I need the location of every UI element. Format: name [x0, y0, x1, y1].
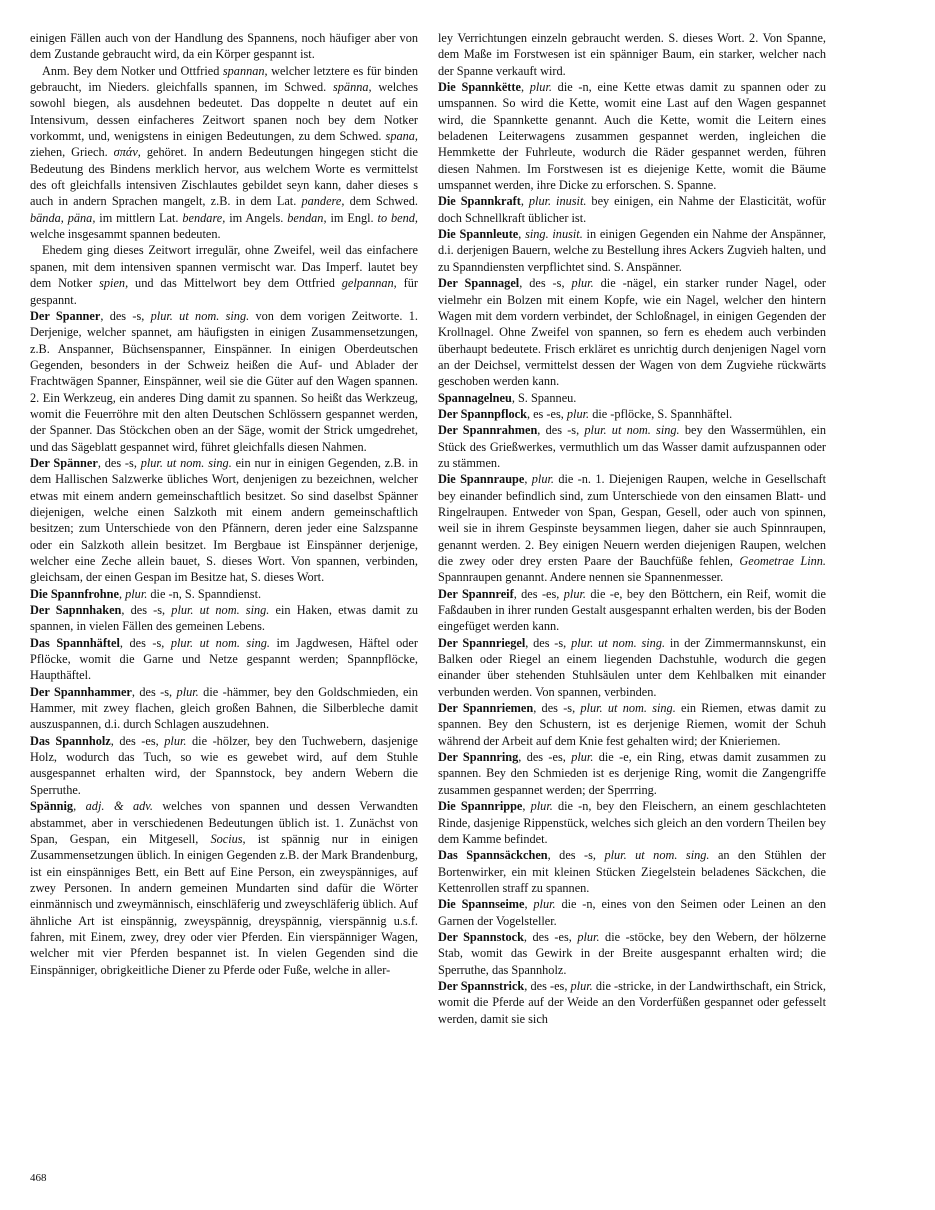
italic-text: plur.	[530, 799, 553, 814]
italic-text: spänna,	[332, 80, 372, 95]
paragraph	[438, 847, 826, 896]
text: die -hämmer, bey den Goldschmieden, ein Hammer, mit zwey flachen, gleich großen Bahnen, die Silberbleche damit auszuspannen, d.i. durch Schlagen auszudehnen.	[30, 684, 418, 732]
italic-text: to bend,	[377, 210, 418, 225]
headword: Der Spannhammer	[30, 684, 132, 699]
text: , des -es,	[513, 586, 564, 601]
paragraph	[438, 798, 826, 847]
text: und das Mittelwort bey dem Ottfried	[128, 276, 342, 291]
headword: Die Spannseime	[438, 897, 525, 912]
paragraph	[438, 406, 826, 422]
text: , des -s,	[519, 276, 572, 291]
text: ist spännig nur in einigen Zusammensetzungen üblich. In einigen Gegenden z.B. der Mark Brandenburg, ist ein einspänniges Bett, ein Bett auf Eine Person, ein zweyspänniges, auf zwey Personen. In andern gemeinen Mundarten sind dafür die Wörter einmännisch und zweymännisch, einschläferig und zweyschläferig üblich. Auf ähnliche Art ist einspännig, zweyspännig, dreyspännig, vierspännig u.s.f. fahren, mit Einem, zwey, drey oder vier Pferden. Ein vierspänniger Wagen, welcher mit vier Pferden bespannet ist. In vielen Gegenden sind die Einspänniger, obrigkeitliche Diener zu Pferde oder Fuße, welche in aller-	[30, 831, 418, 977]
headword: Spännig	[30, 799, 74, 814]
text: Ehedem ging dieses Zeitwort irregulär, ohne Zweifel, weil das einfachere spanen, mit dem intensiven spannen vermischt war. Das Imperf. lautet bey dem Notker	[30, 243, 418, 291]
text: ,	[522, 799, 531, 814]
text: im Angels.	[225, 210, 288, 225]
text: ,	[524, 472, 532, 487]
italic-text: spannan,	[222, 63, 268, 78]
paragraph	[438, 226, 826, 275]
text: ein Riemen, etwas damit zu spannen. Bey den Schustern, ist es derjenige Riemen, womit der Schuh während der Arbeit auf dem Knie fest gehalten wird; der Knieriemen.	[438, 701, 827, 748]
text: , des -s,	[525, 635, 572, 650]
text: für gespannt.	[30, 276, 418, 307]
headword: Der Spannrahmen	[438, 423, 538, 438]
text: welche insgesammt spannen bedeuten.	[30, 227, 221, 242]
headword: Das Spannsäckchen	[438, 848, 548, 863]
left-column	[30, 30, 418, 978]
paragraph	[438, 586, 826, 635]
italic-text: plur.	[571, 750, 594, 765]
text: Spannraupen genannt. Andere nennen sie Spannenmesser.	[438, 570, 724, 585]
text: die -n, bey den Fleischern, an einem geschlachteten Rinde, dasjenige Rippenstück, welches sich gleich an den vordern Theilen bey dem Kamme befindet.	[438, 799, 826, 846]
paragraph	[438, 422, 826, 471]
text: , des -s,	[537, 423, 585, 438]
text: , des -es,	[518, 750, 572, 765]
text: die -e, ein Ring, etwas damit zusammen zu spannen. Bey den Schmieden ist es derjenige Ring, womit die Zangengriffe zusammen gespannet werden; der Sperrring.	[438, 750, 826, 797]
italic-text: gelpannan,	[341, 276, 397, 291]
text: die -stricke, in der Landwirthschaft, ein Strick, womit die Pferde auf der Weide an den Vorderfüßen gespannet oder gefesselt werden, damit sie sich	[438, 978, 826, 1026]
text: ,	[520, 194, 529, 209]
right-column	[438, 30, 826, 1027]
paragraph	[30, 684, 418, 733]
text: in einigen Gegenden ein Nahme der Anspänner, d.i. derjenigen Bauern, welche zu Bestellung ihres Ackers Zugvieh halten, und zu Spanndiensten verpflichtet sind. S. Anspänner.	[438, 227, 826, 274]
italic-text: plur.	[529, 80, 552, 95]
headword: Die Spannrippe	[438, 799, 523, 814]
text: gehöret. In andern Bedeutungen hingegen sticht die Bedeutung des Bindens merklich hervor, aus welchem Worte es vermittelst des oft gleichfalls intensiven Zischlautes gebildet seyn kann, daher dieses s auch in andern Sprachen mangelt, z.B. in dem Lat.	[30, 145, 418, 209]
paragraph	[438, 275, 826, 389]
headword: Die Spannraupe	[438, 472, 525, 487]
headword: Die Spannkraft	[438, 194, 521, 209]
text: ley Verrichtungen einzeln gebraucht werden. S. dieses Wort. 2. Von Spanne, dem Maße im Forstwesen ist ein spänniger Baum, ein starker, welcher nach der Spanne verkauft wird.	[438, 31, 826, 78]
italic-text: plur. ut nom. sing.	[580, 701, 676, 716]
italic-text: plur. inusit.	[528, 194, 587, 209]
italic-text: plur. ut nom. sing.	[171, 603, 270, 618]
paragraph	[438, 929, 826, 978]
headword: Das Spannholz	[30, 733, 111, 748]
italic-text: plur. ut nom. sing.	[584, 423, 680, 438]
text: , des -es,	[110, 733, 165, 748]
paragraph	[438, 193, 826, 226]
italic-text: plur. ut nom. sing.	[604, 848, 710, 863]
paragraph	[30, 586, 418, 602]
text: , S. Spanneu.	[511, 390, 577, 405]
italic-text: plur. ut nom. sing.	[140, 455, 232, 470]
headword: Die Spannkëtte	[438, 80, 521, 95]
text: , des -s,	[533, 701, 581, 716]
italic-text: plur.	[571, 276, 594, 291]
headword: Die Spannfrohne	[30, 586, 119, 601]
text: ,	[73, 799, 86, 814]
italic-text: bända, päna,	[30, 210, 96, 225]
paragraph	[438, 700, 826, 749]
text: dem Schwed.	[344, 194, 418, 209]
text: welches sowohl biegen, als ausdehnen bedeutet. Das doppelte n deutet auf ein Intensivum, dessen einfacheres Zeitwort spanen noch bey dem Notker vorkommt, und, wenigstens in einigen Bedeutungen, zu dem Schwed.	[30, 80, 418, 144]
italic-text: pandere,	[301, 194, 345, 209]
italic-text: bendare,	[182, 210, 226, 225]
headword: Der Spanner	[30, 308, 101, 323]
paragraph	[438, 79, 826, 193]
text: , es -es,	[526, 406, 567, 421]
italic-text: plur.	[563, 586, 586, 601]
text: ,	[518, 227, 526, 242]
text: die -n, eine Kette etwas damit zu spannen oder zu umspannen. So wird die Kette, womit eine Last auf den Wagen gespannet wird, die Spannkette genannt. Auch die Kette, womit die Leitern eines beladenen Leiterwagens zusammen gespannet werden, ingleichen die Hemmkette der Fuhrleute, wodurch die Räder gespannet werden, führen diesen Nahmen. Im Forstwesen ist es diejenige Kette, womit die Bäume umspannet werden, ihre Dicke zu erforschen. S. Spanne.	[438, 80, 826, 193]
paragraph	[438, 471, 826, 585]
headword: Der Sapnnhaken	[30, 603, 122, 618]
italic-text: plur.	[125, 586, 148, 601]
text: in der Zimmermannskunst, ein Balken oder Riegel an einem liegenden Dachstuhle, wodurch die gegen einander über stehenden Stuhlsäulen unter dem Kehlbalken mit einander verbunden werden. Von spannen, verbinden.	[438, 635, 826, 699]
text: einigen Fällen auch von der Handlung des Spannens, noch häufiger aber von dem Zustande gebraucht wird, da ein Körper gespannt ist.	[30, 31, 418, 62]
text: , des -s,	[121, 603, 172, 618]
italic-text: plur.	[566, 406, 590, 421]
text: , des -s,	[100, 308, 151, 323]
text: , des -s,	[547, 848, 605, 863]
paragraph	[30, 602, 418, 635]
paragraph	[30, 455, 418, 586]
text: an den Stühlen der Bortenwirker, ein mit kleinen Stücken Ziegelstein beladenes Säckchen, die Kettenrollen straff zu spannen.	[438, 848, 827, 895]
headword: Die Spannleute	[438, 227, 519, 242]
paragraph	[438, 749, 826, 798]
italic-text: plur.	[533, 897, 556, 912]
paragraph	[30, 30, 418, 63]
page-number: 468	[30, 1172, 47, 1184]
italic-text: Geometrae Linn.	[739, 554, 826, 568]
text: , des -s,	[131, 684, 177, 699]
text: ,	[520, 80, 530, 95]
text: die -stöcke, bey den Webern, der hölzerne Stab, womit das Gewirk in der Breite ausgespannt erhalten wird; die Sperruthe, das Spannholz.	[438, 929, 827, 977]
italic-text: plur.	[577, 929, 600, 944]
text: die -n. 1. Diejenigen Raupen, welche in Gesellschaft bey einander befindlich sind, zum Unterschiede von den einsamen Blatt- und Ringelraupen. Entweder von Span, Gespan, Gesell, oder auch von spinnen, weil sie in ihrem Gespinste beysammen liegen, daher sie auch Spinnraupen, genannt werden. 2. Bey einigen Neuern werden diejenigen Raupen, welchen die zwey oder drey ersten Paare der Bauchfüße fehlen,	[438, 472, 827, 568]
paragraph	[30, 635, 418, 684]
text: , des -es,	[524, 978, 571, 993]
paragraph	[438, 30, 826, 79]
italic-text: σπάν,	[113, 145, 141, 160]
headword: Der Spänner	[30, 455, 98, 470]
italic-text: adj. & adv.	[85, 799, 153, 814]
text: die -e, bey den Böttchern, ein Reif, womit die Faßdauben in ihrer runden Gestalt ausgespannt erhalten werden, bis der Boden eingefüget werden kann.	[438, 586, 826, 634]
italic-text: plur.	[164, 733, 187, 748]
text: ,	[524, 897, 534, 912]
text: im Engl.	[326, 210, 378, 225]
headword: Das Spannhäftel	[30, 635, 120, 650]
italic-text: plur. ut nom. sing.	[571, 635, 666, 650]
headword: Der Spannstock	[438, 929, 524, 944]
italic-text: plur.	[531, 472, 554, 487]
headword: Der Spannring	[438, 750, 519, 765]
headword: Spannagelneu	[438, 390, 512, 405]
text: welches von spannen und dessen Verwandten abstammet, aber in verschiedenen Bedeutungen üblich ist. 1. Zunächst von Span, Gespan, ein Mitgesell,	[30, 799, 418, 846]
paragraph	[30, 242, 418, 307]
headword: Der Spannagel	[438, 276, 520, 291]
headword: Der Spannriegel	[438, 635, 526, 650]
text: Anm. Bey dem Notker und Ottfried	[42, 63, 223, 78]
italic-text: Socius,	[210, 831, 246, 846]
italic-text: plur. ut nom. sing.	[150, 308, 250, 323]
italic-text: plur. ut nom. sing.	[170, 635, 271, 650]
paragraph	[30, 308, 418, 455]
italic-text: spana,	[385, 129, 418, 144]
text: bey den Wassermühlen, ein Stück des Grießwerkes, vermuthlich um das Wasser damit aufzuspannen oder zu stämmen.	[438, 423, 826, 470]
text: von dem vorigen Zeitworte. 1. Derjenige, welcher spannet, am häufigsten in einigen Zusammensetzungen, z.B. Anspanner, Büchsenspanner, Einspänner. In einigen Oberdeutschen Gegenden, besonders in der Schweiz heißen die Auf- und Ablader der Frachtwägen Spanner, Einspänner, weil sie die Güter auf den Wagen spannen. 2. Ein Werkzeug, ein anderes Ding damit zu spannen. So heißt das Werkzeug, womit die Feuerröhre mit den alten Deutschen Schlössern gespannet werden, der Spanner. Das Stöckchen oben an der Säge, womit der Strick umgedrehet, und das Sägeblatt gespannet wird, führet gleichfalls diesen Nahmen.	[30, 308, 418, 454]
headword: Der Spannriemen	[438, 701, 534, 716]
paragraph	[30, 798, 418, 978]
headword: Der Spannreif	[438, 586, 514, 601]
text: die -n, eines von den Seimen oder Leinen an den Garnen der Vogelsteller.	[438, 897, 826, 928]
text: die -hölzer, bey den Tuchwebern, dasjenige Holz, wodurch das Tuch, so wie es gewebet wird, auf dem Stuhle ausgespannet erhalten wird, der Spannstock, bey andern Webern die Sperruthe.	[30, 733, 418, 797]
text: , des -s,	[119, 635, 171, 650]
text: im mittlern Lat.	[95, 210, 183, 225]
text: , des -s,	[97, 455, 141, 470]
paragraph	[30, 733, 418, 798]
text: ein nur in einigen Gegenden, z.B. in dem Hallischen Salzwerke übliches Wort, denjenigen zu bezeichnen, welcher etwas mit einem andern gemeinschaftlich besitzet. So sind daselbst Spänner diejenigen, welche einen Salzkoth mit einem andern gemeinschaftlich besitzen; zum Unterschiede von den Pfännern, deren jeder eine Salzspanne oder ein Salzkoth allein besitzet. Im Bergbaue ist Einspänner derjenige, welcher eine Zeche allein bauet, S. dieses Wort. Von spannen, verbinden, gleichsam, der einen Gespan im Besitze hat, S. dieses Wort.	[30, 455, 418, 585]
italic-text: plur.	[176, 684, 199, 699]
headword: Der Spannpflock	[438, 406, 527, 421]
text: bey einigen, ein Nahme der Elasticität, wofür doch Schnellkraft üblicher ist.	[438, 194, 827, 225]
italic-text: spien,	[99, 276, 129, 291]
text: die -nägel, ein starker runder Nagel, oder vielmehr ein Bolzen mit einem Kopfe, wie ein Nagel, welcher den hintern Wagen mit dem vordern verbindet, der Schloßnagel, in einigen Gegenden der Krollnagel. Ohne Zweifel von spannen, so fern es ehedem auch verbinden überhaupt bedeutete. Frisch erkläret es unrichtig durch denjenigen Nagel vorn an der Deichsel, vermittelst dessen der Wagen von dem Zugviehe rückwärts geschoben werden kann.	[438, 276, 826, 389]
italic-text: bendan,	[287, 210, 327, 225]
paragraph	[30, 63, 418, 243]
paragraph	[438, 635, 826, 700]
paragraph	[438, 390, 826, 406]
headword: Der Spannstrick	[438, 978, 525, 993]
paragraph	[438, 978, 826, 1027]
text: ziehen, Griech.	[30, 145, 114, 160]
text: welcher letztere es für binden gebraucht, im Nieders. gleichfalls spannen, im Schwed.	[30, 63, 418, 95]
paragraph	[438, 896, 826, 929]
italic-text: plur.	[570, 978, 593, 993]
text: im Jagdwesen, Häftel oder Pflöcke, womit die Garne und Netze gespannt werden; Spannpflöcke, Haupthäftel.	[30, 635, 418, 683]
italic-text: sing. inusit.	[525, 227, 583, 242]
text: die -n, S. Spanndienst.	[147, 586, 262, 601]
text: die -pflöcke, S. Spannhäftel.	[589, 406, 733, 421]
text: ein Haken, etwas damit zu spannen, in vielen Fällen des gemeinen Lebens.	[30, 603, 419, 634]
text: ,	[118, 586, 126, 601]
text: , des -es,	[523, 929, 578, 944]
